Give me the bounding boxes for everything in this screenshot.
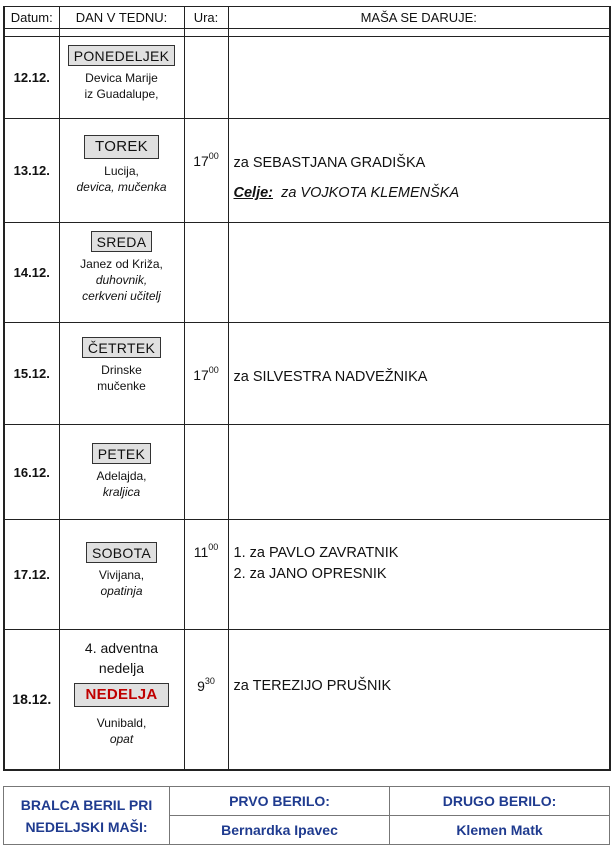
header-date: Datum: [4,7,59,29]
mass-schedule-table [3,6,611,771]
saint-line: Vunibald, [96,716,147,730]
mass-cell [228,425,610,520]
date-cell: 13.12. [4,119,59,223]
time-cell [184,630,228,770]
mass-intention: za SEBASTJANA GRADIŠKA [233,155,426,171]
readers-label: BRALCA BERIL PRI NEDELJSKI MAŠI: [4,787,170,845]
day-cell [59,520,184,630]
day-name: SREDA [91,231,153,252]
day-row-monday [4,37,610,119]
day-row-tuesday [4,119,610,223]
mass-intention: za SILVESTRA NADVEŽNIKA [233,369,428,385]
mass-time: $9^{30}$ [197,676,215,694]
date-cell: 17.12. [4,520,59,630]
mass-cell [228,630,610,770]
saint-line: mučenke [97,379,146,393]
celje-intention: Celje: za VOJKOTA KLEMENŠKA [233,185,460,201]
mass-time: $17^{00}$ [193,365,219,383]
mass-time: $17^{00}$ [193,151,219,169]
first-reader-name: Bernardka Ipavec [170,816,390,845]
advent-line: 4. adventna [84,640,159,656]
time-cell [184,119,228,223]
day-name: SOBOTA [86,542,157,563]
time-cell [184,425,228,520]
mass-intention: 2. za JANO OPRESNIK [233,566,387,582]
saint-line: kraljica [102,485,141,499]
saint-line: iz Guadalupe, [84,87,159,101]
day-name: PETEK [92,443,151,464]
day-row-sunday [4,630,610,770]
mass-cell [228,119,610,223]
saint-line: Vivijana, [98,568,145,582]
readers-table [3,786,610,845]
day-name: ČETRTEK [82,337,161,358]
second-reading-title: DRUGO BERILO: [390,787,610,816]
advent-line: nedelja [98,660,145,676]
date-cell: 14.12. [4,223,59,323]
saint-line: cerkveni učitelj [82,289,161,303]
saint-line: Devica Marije [85,71,158,85]
date-cell: 15.12. [4,323,59,425]
day-cell [59,37,184,119]
day-name-sunday: NEDELJA [74,683,168,707]
day-name: TOREK [84,135,159,159]
day-row-wednesday [4,223,610,323]
saint-line: Lucija, [104,164,139,178]
saint-line: devica, mučenka [76,180,167,194]
celje-label: Celje: [233,185,273,201]
day-row-thursday [4,323,610,425]
time-cell [184,223,228,323]
header-row [4,7,610,29]
day-cell [59,323,184,425]
saint-line: Adelajda, [96,469,147,483]
mass-cell [228,223,610,323]
second-reader-name: Klemen Matk [390,816,610,845]
saint-line: Drinske [101,363,142,377]
time-cell [184,37,228,119]
saint-line: opatinja [100,584,143,598]
saint-line: Janez od Križa, [80,257,163,271]
mass-cell [228,520,610,630]
day-cell [59,223,184,323]
time-cell [184,520,228,630]
saint-line: opat [109,732,134,746]
day-row-saturday [4,520,610,630]
mass-intention: 1. za PAVLO ZAVRATNIK [233,545,399,561]
time-cell [184,323,228,425]
day-row-friday [4,425,610,520]
header-time: Ura: [184,7,228,29]
first-reading-title: PRVO BERILO: [170,787,390,816]
day-cell [59,630,184,770]
saint-line: duhovnik, [95,273,148,287]
readers-title-row [4,787,610,816]
date-cell: 16.12. [4,425,59,520]
date-cell: 18.12. [4,630,59,770]
header-day: DAN V TEDNU: [59,7,184,29]
mass-intention: za TEREZIJO PRUŠNIK [233,678,392,694]
header-mass: MAŠA SE DARUJE: [228,7,610,29]
mass-cell [228,37,610,119]
mass-cell [228,323,610,425]
day-cell [59,119,184,223]
day-cell [59,425,184,520]
mass-time: $11^{00}$ [193,542,219,560]
date-cell: 12.12. [4,37,59,119]
day-name: PONEDELJEK [68,45,176,66]
spacer-row [4,29,610,37]
